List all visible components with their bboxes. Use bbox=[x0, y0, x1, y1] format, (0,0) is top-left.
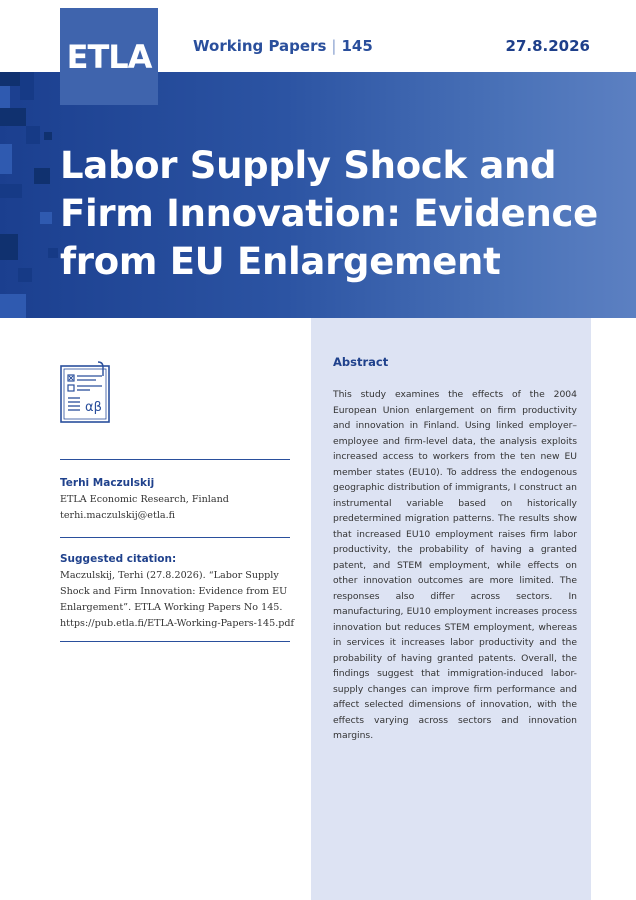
etla-logo bbox=[60, 8, 158, 105]
icon-glyph: αβ bbox=[85, 400, 102, 415]
citation-text: Maczulskij, Terhi (27.8.2026). “Labor Supply Shock and Firm Innovation: Evidence from EU Enlargement”. ETLA Working Papers No 145. https://pub.etla.fi/ETLA-Working-Papers-145.pdf bbox=[60, 570, 295, 629]
logo-text: ETLA bbox=[66, 37, 152, 76]
series-name: Working Papers bbox=[193, 37, 327, 55]
author-name: Terhi Maczulskij bbox=[60, 477, 155, 489]
divider-bottom bbox=[60, 641, 290, 642]
series-number: 145 bbox=[341, 37, 373, 55]
paper-title: Labor Supply Shock and Firm Innovation: Evidence from EU Enlargement bbox=[60, 144, 598, 283]
document-formula-icon bbox=[60, 360, 112, 424]
series-separator: | bbox=[331, 37, 337, 55]
divider-top bbox=[60, 459, 290, 460]
abstract-heading: Abstract bbox=[333, 355, 389, 369]
author-affiliation: ETLA Economic Research, Finland bbox=[60, 494, 229, 505]
publication-date: 27.8.2026 bbox=[505, 37, 590, 55]
abstract-text: This study examines the effects of the 2004 European Union enlargement on firm productivity and innovation in Finland. Using linked employer–employee and firm-level data, the analysis exploits increased access to workers from the ten new EU member states (EU10). To address the endogenous geographic distribution of immigrants, I construct an instrumental variable based on historically predetermined migration patterns. The results show that increased EU10 employment raises firm labor productivity, the probability of having a granted patent, and STEM employment, while effects on other innovation outcomes are more limited. The responses also differ across sectors. In manufacturing, EU10 employment increases process innovation but reduces STEM employment, whereas in services it increases labor productivity and the probability of having granted patents. Overall, the findings suggest that immigration-induced labor-supply changes can improve firm performance and affect selected dimensions of innovation, with the effects varying across sectors and innovation margins. bbox=[333, 389, 577, 741]
abstract-panel bbox=[311, 318, 591, 900]
author-email[interactable]: terhi.maczulskij@etla.fi bbox=[60, 510, 176, 521]
citation-heading: Suggested citation: bbox=[60, 553, 177, 565]
series-label bbox=[193, 37, 373, 55]
divider-middle bbox=[60, 537, 290, 538]
